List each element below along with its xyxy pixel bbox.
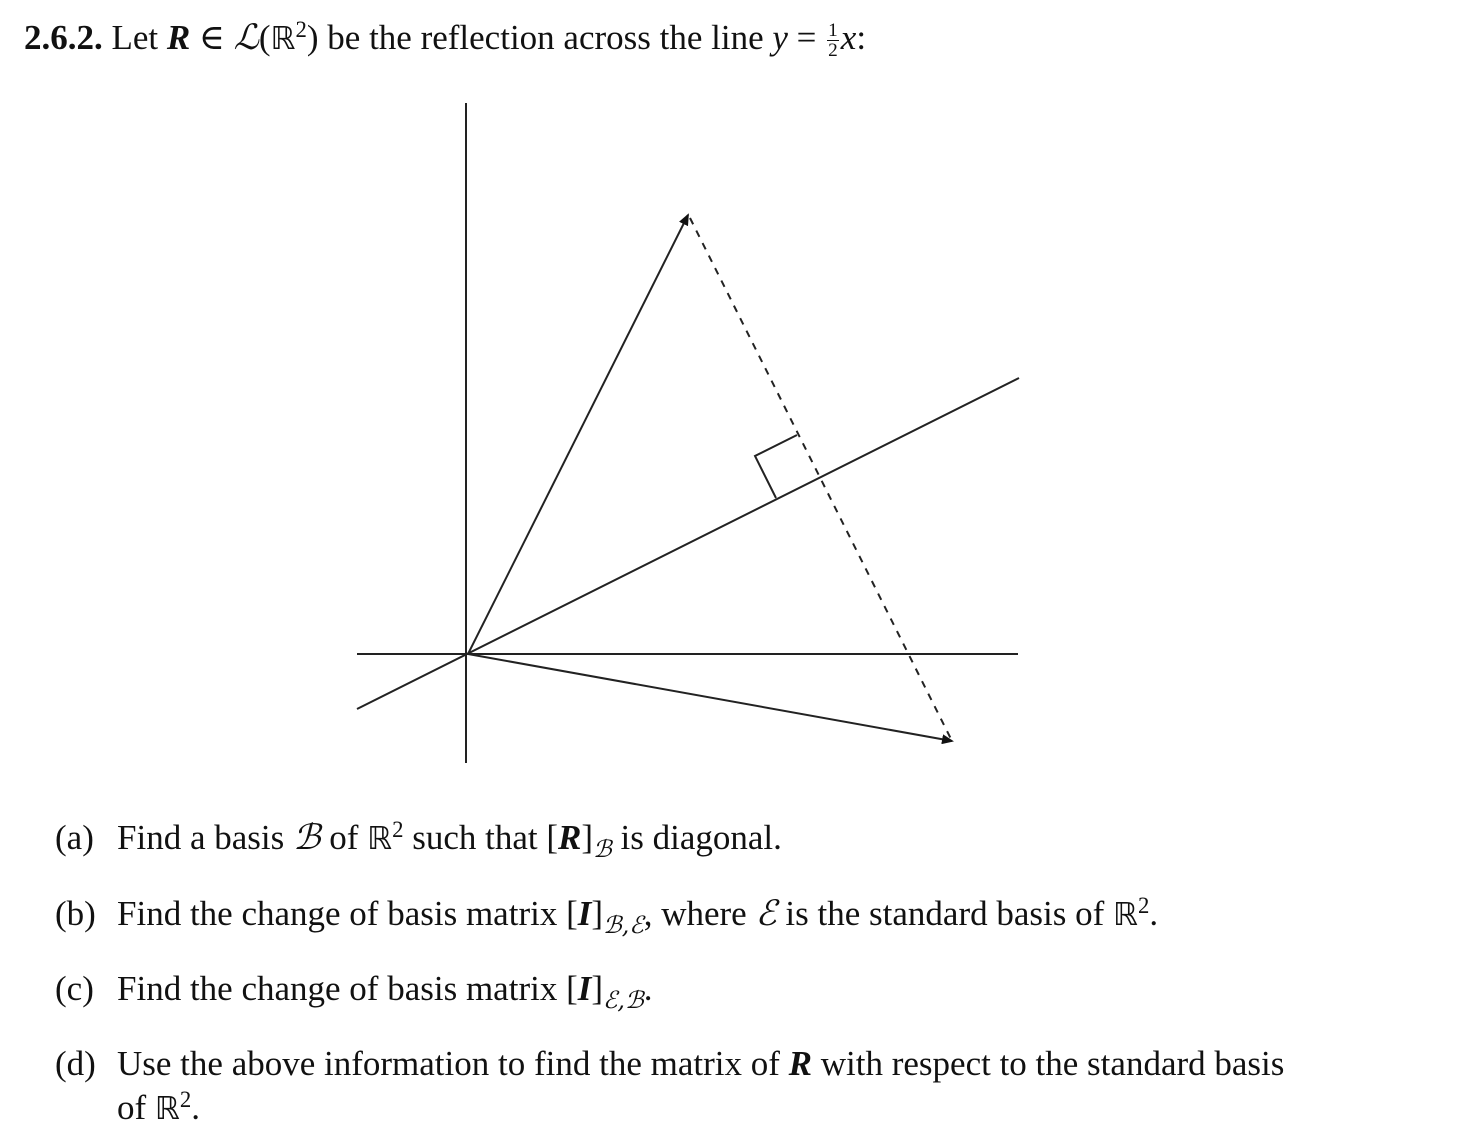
part-d-continued: of ℝ$^2$. [117,1086,200,1127]
part-b-label: (b) [55,894,96,933]
fraction-one-half: $\frac{1}{2}$ [828,20,838,62]
part-a-label: (a) [55,818,94,857]
operator-R: R [166,18,191,57]
part-d: (d) Use the above information to find the matrix of R with respect to the standard basis [55,1044,1285,1083]
reflection-line [357,378,1019,709]
problem-number: 2.6.2. [24,18,103,57]
part-b: (b) Find the change of basis matrix $[I]_{ℬ,ℰ}$, where ℰ is the standard basis of ℝ$^2$. [55,892,1159,940]
part-d-label: (d) [55,1044,96,1083]
part-c: (c) Find the change of basis matrix $[I]_{ℰ,ℬ}$. [55,969,653,1015]
problem-statement: 2.6.2. Let R ∈ ℒ(ℝ$^2$) be the reflection across the line y = $\frac{1}{2}$ x: [24,16,867,62]
right-angle-marker [755,435,797,498]
reflected-vector-arrow [468,654,952,741]
part-a: (a) Find a basis ℬ of ℝ$^2$ such that $[R]_ℬ$ is diagonal. [55,816,782,864]
perpendicular-dashed-line [690,218,951,739]
part-c-label: (c) [55,969,94,1008]
original-vector-arrow [468,215,688,654]
